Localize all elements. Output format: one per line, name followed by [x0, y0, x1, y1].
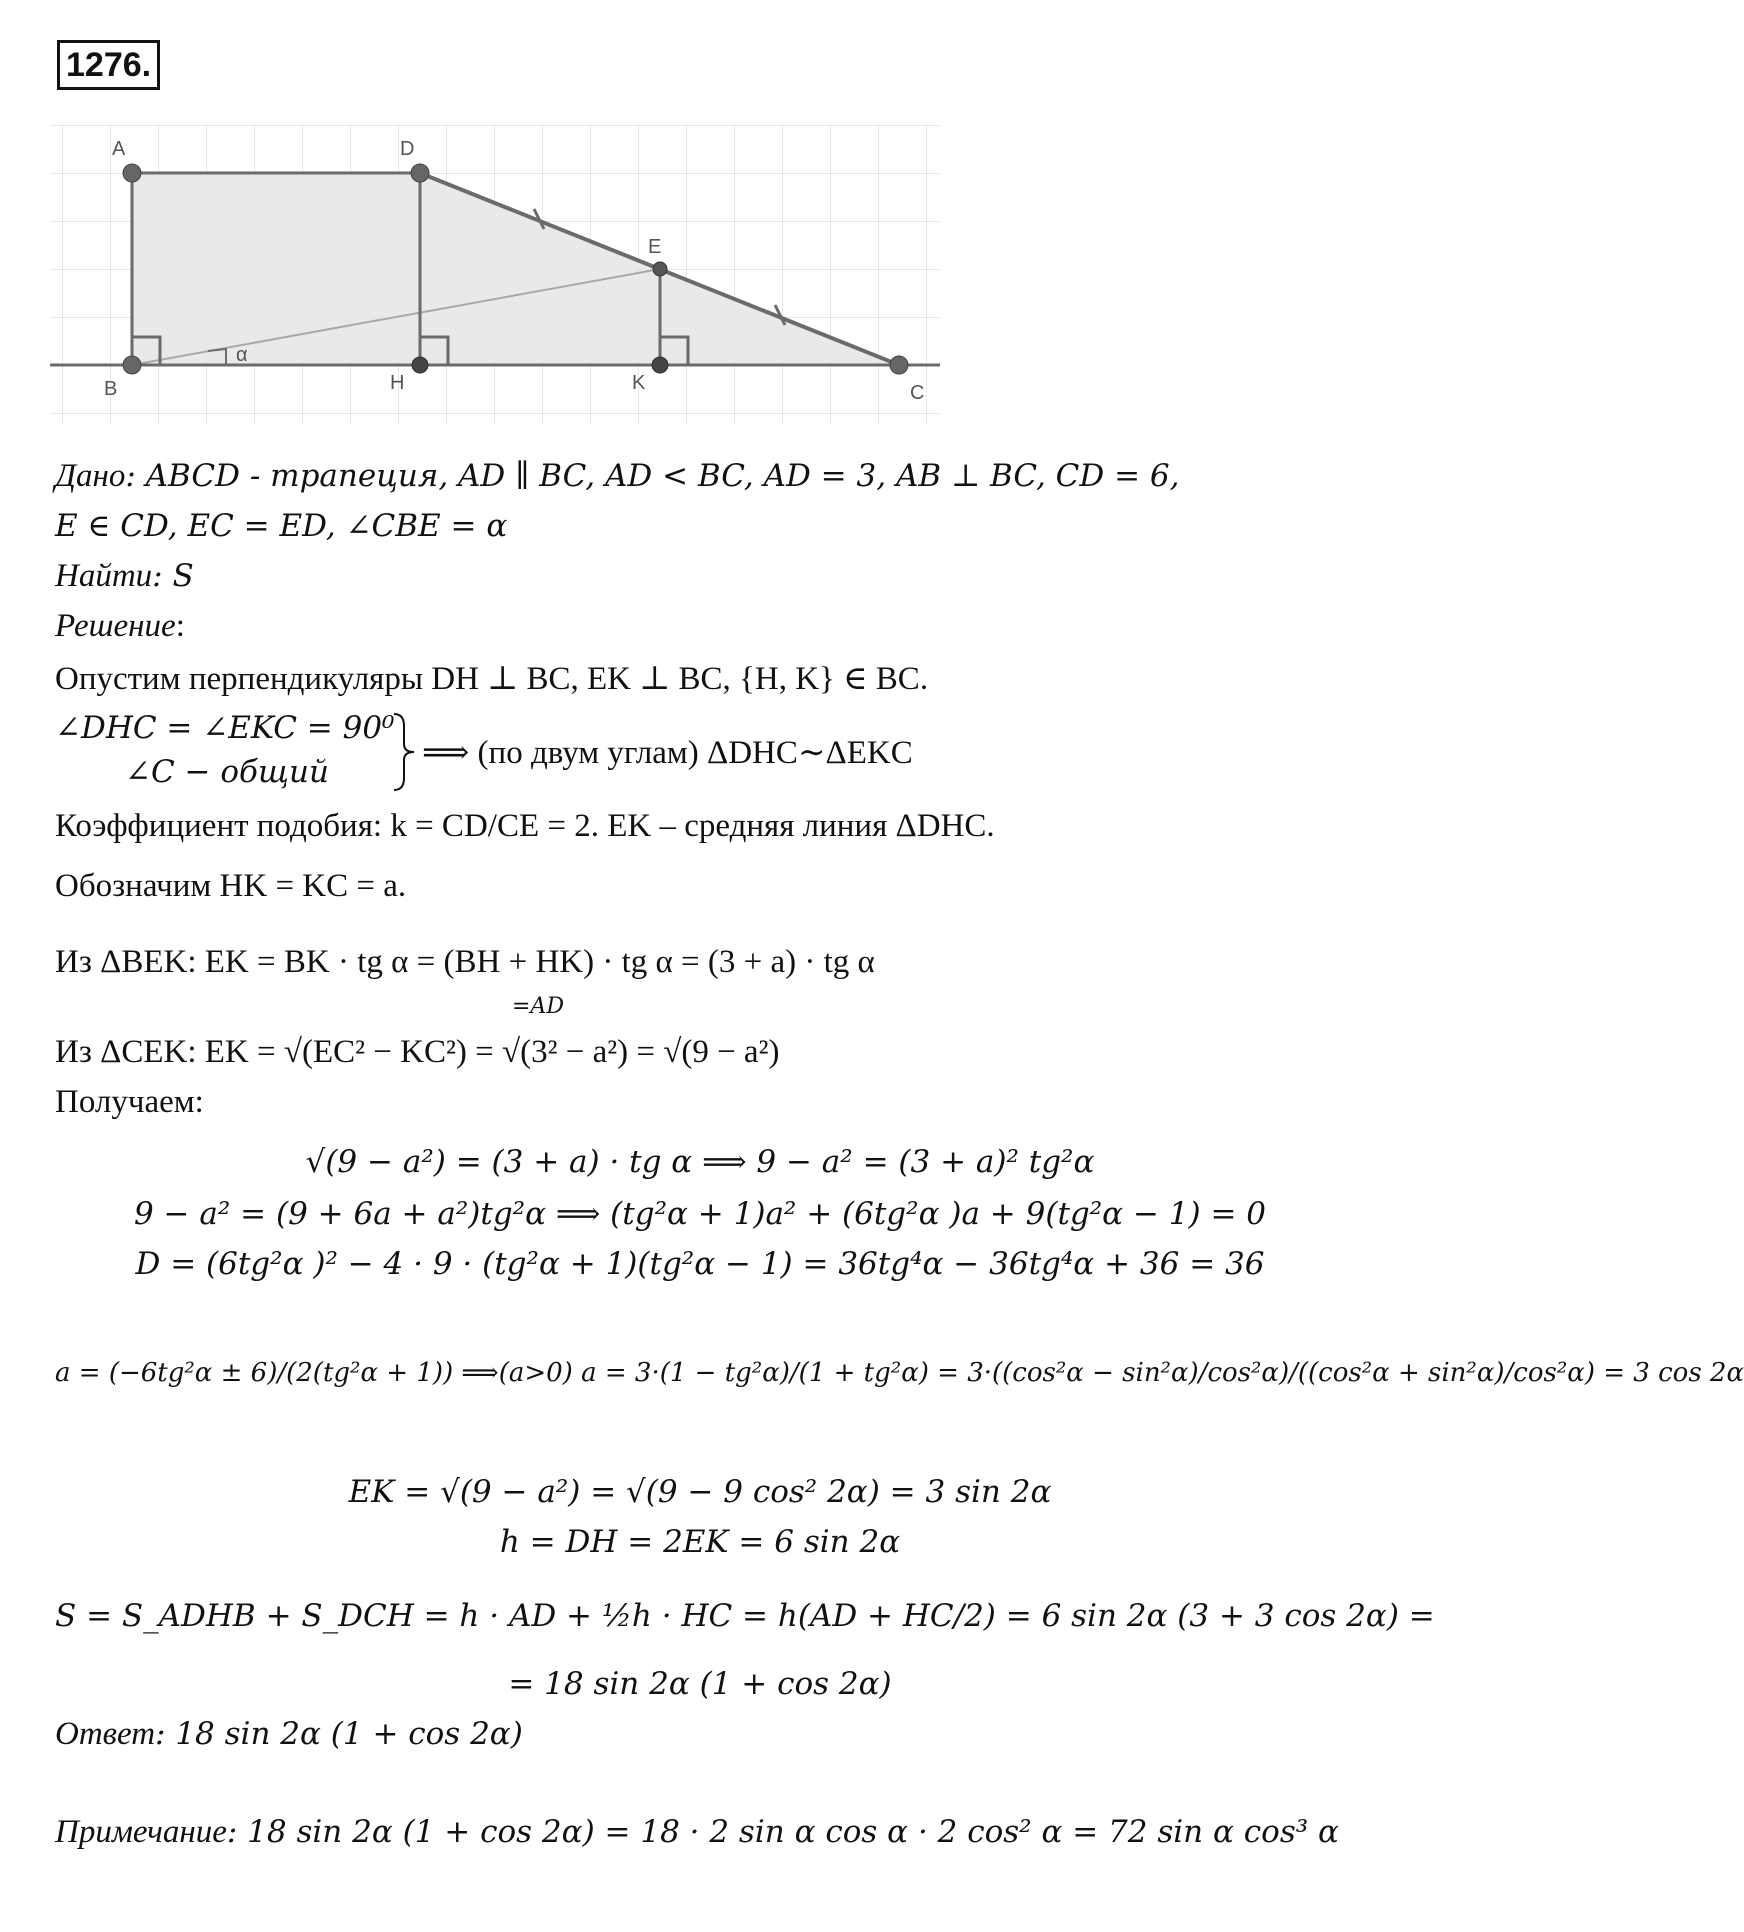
point-h — [412, 357, 428, 373]
solution-line-obtain: Получаем: — [55, 1084, 204, 1120]
equation-1: √(9 − a²) = (3 + a) · tg α ⟹ 9 − a² = (3 + a)² tg²α — [305, 1144, 1095, 1180]
solution-colon: : — [175, 608, 185, 644]
label-k: K — [632, 372, 646, 394]
given-line-1 — [55, 458, 1179, 495]
given-text-1: : ABCD - трапеция, AD ∥ BC, AD < BC, AD = 3, AB ⊥ BC, CD = 6, — [125, 458, 1180, 494]
system-brace — [392, 712, 418, 792]
note-label: Примечание — [55, 1814, 227, 1850]
solution-line-perpendiculars: Опустим перпендикуляры DH ⊥ BC, EK ⊥ BC, {H, K} ∈ BC. — [55, 661, 929, 697]
equation-discriminant: D = (6tg²α )² − 4 · 9 · (tg²α + 1)(tg²α − 1) = 36tg⁴α − 36tg⁴α + 36 = 36 — [135, 1246, 1265, 1282]
solution-line-cek: Из ΔCEK: EK = √(EC² − KC²) = √(3² − a²) = √(9 − a²) — [55, 1034, 780, 1070]
label-e: E — [648, 236, 662, 258]
given-label: Дано — [55, 458, 126, 494]
problem-number: 1276. — [57, 40, 160, 90]
solution-line-similarity: ⟹ (по двум углам) ΔDHC∼ΔEKC — [422, 735, 913, 771]
note-value: : 18 sin 2α (1 + cos 2α) = 18 · 2 sin α cos α · 2 cos² α = 72 sin α cos³ α — [226, 1814, 1339, 1850]
trapezoid-figure — [50, 125, 950, 430]
find-label: Найти — [55, 558, 153, 594]
answer-line — [55, 1716, 523, 1753]
equation-area: S = S_ADHB + S_DCH = h · AD + ½h · HC = h(AD + HC/2) = 6 sin 2α (3 + 3 cos 2α) = — [55, 1598, 1435, 1634]
label-h: H — [390, 372, 405, 394]
equation-2: 9 − a² = (9 + 6a + a²)tg²α ⟹ (tg²α + 1)a² + (6tg²α )a + 9(tg²α − 1) = 0 — [133, 1196, 1267, 1232]
solution-line-coefficient: Коэффициент подобия: k = CD/CE = 2. EK – средняя линия ΔDHC. — [55, 808, 995, 844]
find-value: : S — [152, 558, 194, 594]
label-b: B — [104, 378, 118, 400]
answer-label: Ответ — [55, 1716, 156, 1752]
label-alpha: α — [236, 344, 248, 366]
label-c: C — [910, 382, 925, 404]
label-d: D — [400, 138, 415, 160]
equation-area-result: = 18 sin 2α (1 + cos 2α) — [508, 1666, 892, 1702]
given-text-2: E ∈ CD, EC = ED, ∠CBE = α — [55, 508, 508, 544]
find-line — [55, 558, 194, 595]
equation-height: h = DH = 2EK = 6 sin 2α — [499, 1524, 901, 1560]
point-c — [890, 356, 908, 374]
solution-line-bek: Из ΔBEK: EK = BK · tg α = (BH + HK) · tg α = (3 + a) · tg α — [55, 944, 875, 980]
solution-heading — [55, 608, 185, 645]
answer-value: : 18 sin 2α (1 + cos 2α) — [155, 1716, 523, 1752]
equation-ek: EK = √(9 − a²) = √(9 − 9 cos² 2α) = 3 sin 2α — [348, 1474, 1052, 1510]
point-a — [123, 164, 141, 182]
solution-label: Решение — [55, 608, 176, 644]
label-a: A — [112, 138, 126, 160]
underbrace-note: =AD — [512, 994, 564, 1019]
given-line-2 — [55, 508, 507, 545]
solution-line-notation: Обозначим HK = KC = a. — [55, 868, 407, 904]
solution-line-right-angles: ∠DHC = ∠EKC = 90⁰ — [55, 710, 395, 746]
point-b — [123, 356, 141, 374]
point-d — [411, 164, 429, 182]
point-k — [652, 357, 668, 373]
note-line — [55, 1814, 1339, 1851]
equation-root: a = (−6tg²α ± 6)/(2(tg²α + 1)) ⟹(a>0) a = 3·(1 − tg²α)/(1 + tg²α) = 3·((cos²α − sin²α)/cos²α)/((cos²α + sin²α)/cos²α) = 3 cos 2α — [55, 1358, 1744, 1388]
point-e — [653, 262, 667, 276]
solution-line-common-angle: ∠C − общий — [125, 754, 329, 790]
